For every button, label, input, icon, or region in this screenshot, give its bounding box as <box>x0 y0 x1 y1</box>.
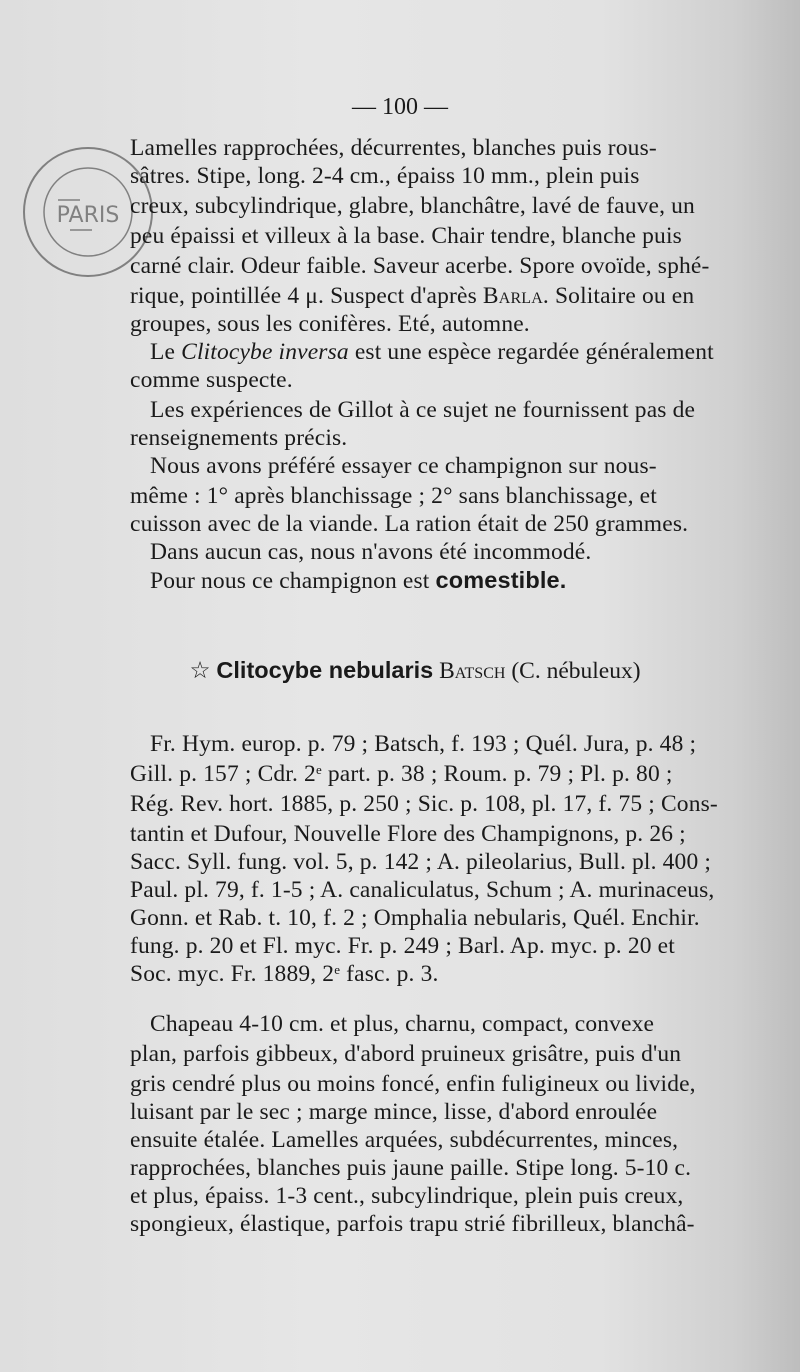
description-line: rapprochées, blanches puis jaune paille. Stipe long. 5-10 c. <box>130 1155 692 1181</box>
description-line: et plus, épaiss. 1-3 cent., subcylindrique, plein puis creux, <box>130 1183 684 1209</box>
text-line: creux, subcylindrique, glabre, blanchâtre, lavé de fauve, un <box>130 193 695 219</box>
text-line: groupes, sous les conifères. Eté, automne. <box>130 311 530 337</box>
text-line: rique, pointillée 4 μ. Suspect d'après Barla. Solitaire ou en <box>130 283 695 309</box>
text-line: carné clair. Odeur faible. Saveur acerbe. Spore ovoïde, sphé- <box>130 253 710 279</box>
reference-line: Gill. p. 157 ; Cdr. 2e part. p. 38 ; Roum. p. 79 ; Pl. p. 80 ; <box>130 761 673 787</box>
text-line: Dans aucun cas, nous n'avons été incommodé. <box>150 539 592 565</box>
text-line: Pour nous ce champignon est comestible. <box>150 567 567 594</box>
description-line: plan, parfois gibbeux, d'abord pruineux grisâtre, puis d'un <box>130 1041 682 1067</box>
text-line: cuisson avec de la viande. La ration était de 250 grammes. <box>130 511 689 537</box>
reference-line: Paul. pl. 79, f. 1-5 ; A. canaliculatus, Schum ; A. murinaceus, <box>130 877 715 903</box>
reference-line: Soc. myc. Fr. 1889, 2e fasc. p. 3. <box>130 961 439 987</box>
text-line: même : 1° après blanchissage ; 2° sans blanchissage, et <box>130 483 657 509</box>
text-line: Lamelles rapprochées, décurrentes, blanches puis rous- <box>130 135 657 161</box>
text-line: renseignements précis. <box>130 425 348 451</box>
author-barla: Barla <box>482 283 543 309</box>
description-line: gris cendré plus ou moins foncé, enfin fuligineux ou livide, <box>130 1071 696 1097</box>
text-line: comme suspecte. <box>130 367 293 393</box>
description-line: Chapeau 4-10 cm. et plus, charnu, compact, convexe <box>150 1011 655 1037</box>
description-line: luisant par le sec ; marge mince, lisse, d'abord enroulée <box>130 1099 658 1125</box>
text-line: peu épaissi et villeux à la base. Chair tendre, blanche puis <box>130 223 682 249</box>
text-line: Les expériences de Gillot à ce sujet ne fournissent pas de <box>150 397 696 423</box>
species-name: Clitocybe inversa <box>181 339 349 365</box>
description-line: spongieux, élastique, parfois trapu strié fibrilleux, blanchâ- <box>130 1211 695 1237</box>
reference-line: Sacc. Syll. fung. vol. 5, p. 142 ; A. pileolarius, Bull. pl. 400 ; <box>130 849 712 875</box>
description-line: ensuite étalée. Lamelles arquées, subdécurrentes, minces, <box>130 1127 679 1153</box>
reference-line: Rég. Rev. hort. 1885, p. 250 ; Sic. p. 108, pl. 17, f. 75 ; Cons- <box>130 791 718 817</box>
edibility-verdict: comestible. <box>435 567 567 593</box>
text-line: sâtres. Stipe, long. 2-4 cm., épaiss 10 mm., plein puis <box>130 163 640 189</box>
common-name: (C. nébuleux) <box>511 658 641 684</box>
reference-line: Fr. Hym. europ. p. 79 ; Batsch, f. 193 ; Quél. Jura, p. 48 ; <box>150 731 697 757</box>
reference-line: tantin et Dufour, Nouvelle Flore des Champignons, p. 26 ; <box>130 821 686 847</box>
text-line: Nous avons préféré essayer ce champignon sur nous- <box>150 453 657 479</box>
star-icon: ☆ <box>189 658 211 684</box>
species-title: Clitocybe nebularis <box>216 657 434 683</box>
reference-line: fung. p. 20 et Fl. myc. Fr. p. 249 ; Barl. Ap. myc. p. 20 et <box>130 933 675 959</box>
species-author: Batsch <box>439 658 506 684</box>
page-number: — 100 — <box>352 94 448 120</box>
stamp-city: PARIS <box>56 203 120 228</box>
reference-line: Gonn. et Rab. t. 10, f. 2 ; Omphalia nebularis, Quél. Enchir. <box>130 905 700 931</box>
species-heading <box>0 656 800 685</box>
text-line: Le Clitocybe inversa est une espèce regardée généralement <box>150 339 714 365</box>
